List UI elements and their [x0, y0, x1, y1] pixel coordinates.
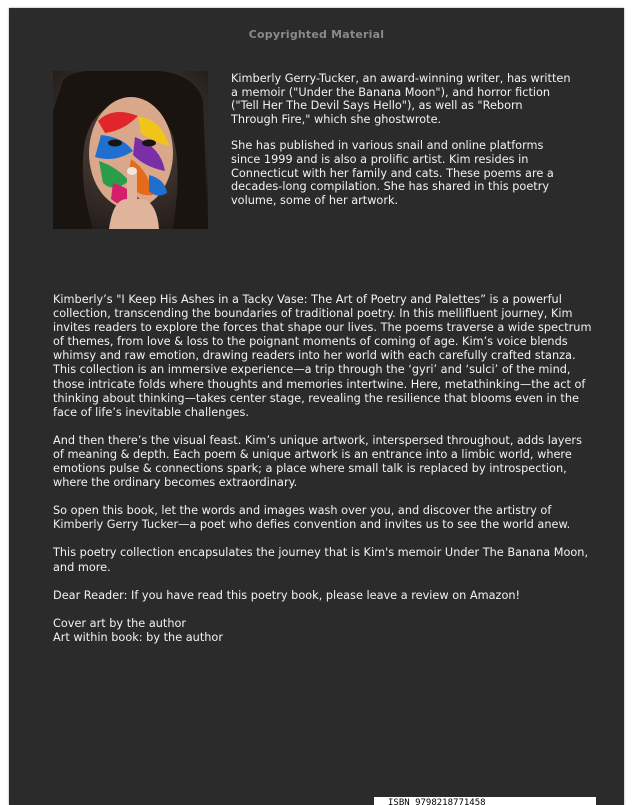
description-paragraph: This poetry collection encapsulates the journey that is Kim's memoir Under The Banana Moon, and more.	[53, 546, 589, 574]
reader-note: Dear Reader: If you have read this poetry book, please leave a review on Amazon!	[53, 588, 521, 602]
copyright-notice: Copyrighted Material	[248, 28, 385, 41]
description-paragraph: And then there’s the visual feast. Kim’s unique artwork, interspersed throughout, adds layers of meaning & depth. Each poem & unique artwork is an entrance into a limbic world, where emotions pulse & connections spark; a place where small talk is replaced by introspection, where the ordinary becomes extraordinary.	[53, 433, 582, 490]
bio-paragraph: She has published in various snail and online platforms since 1999 and is also a prolific artist. Kim resides in Connecticut with her family and cats. These poems are a decades-long compilation. She has shared in this poetry volume, some of her artwork.	[231, 139, 554, 207]
interior-art-credit: Art within book: by the author	[53, 630, 223, 644]
cover-art-credit: Cover art by the author	[53, 616, 187, 630]
description-paragraph: So open this book, let the words and images wash over you, and discover the artistry of Kimberly Gerry Tucker—a poet who defies convention and invites us to see the world anew.	[53, 504, 571, 532]
isbn-barcode-label: ISBN 9798218771458	[374, 797, 596, 805]
back-cover-page	[9, 8, 624, 805]
description-paragraph: Kimberly’s "I Keep His Ashes in a Tacky Vase: The Art of Poetry and Palettes” is a powerful collection, transcending the boundaries of traditional poetry. In this mellifluent journey, Kim invites readers to explore the forces that shape our lives. The poems traverse a wide spectrum of themes, from love & loss to the poignant moments of coming of age. Kim’s voice blends whimsy and raw emotion, drawing readers into her world with each carefully crafted stanza.	[53, 293, 592, 363]
book-description	[53, 293, 593, 645]
author-bio	[231, 72, 571, 220]
author-photo	[53, 71, 208, 229]
description-paragraph: This collection is an immersive experience—a trip through the ‘gyri’ and ‘sulci’ of the mind, those intricate folds where thoughts and memories intertwine. Here, metathinking—the act of thinking about thinking—takes center stage, revealing the resilience that blooms even in the face of life’s inevitable challenges.	[53, 363, 586, 419]
author-portrait-photo-icon	[53, 71, 208, 229]
bio-paragraph: Kimberly Gerry-Tucker, an award-winning writer, has written a memoir ("Under the Banana Moon"), and horror fiction ("Tell Her The Devil Says Hello"), as well as "Reborn Through Fire," which she ghostwrote.	[231, 72, 571, 126]
